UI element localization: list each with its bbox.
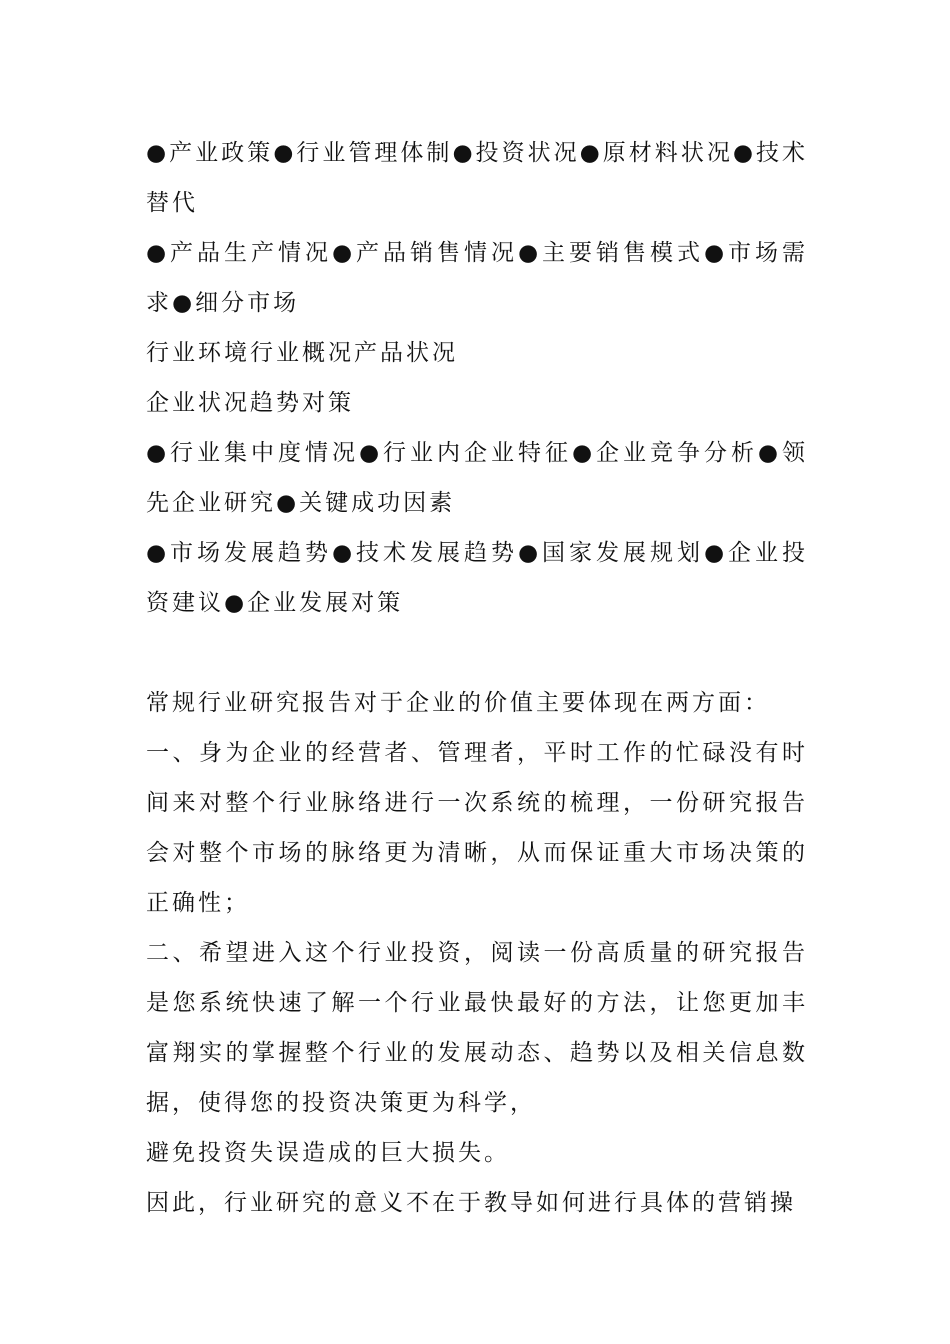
loss-avoidance-paragraph: 避免投资失误造成的巨大损失。 — [146, 1140, 510, 1166]
enterprise-topics-paragraph: ●行业集中度情况●行业内企业特征●企业竞争分析●领先企业研究●关键成功因素 — [146, 440, 808, 516]
value-point-two-paragraph: 二、希望进入这个行业投资，阅读一份高质量的研究报告是您系统快速了解一个行业最快最好的方法，让您更加丰富翔实的掌握整个行业的发展动态、趋势以及相关信息数据，使得您的投资决策更为科学， — [146, 940, 808, 1116]
product-topics-paragraph: ●产品生产情况●产品销售情况●主要销售模式●市场需求●细分市场 — [146, 240, 808, 316]
policy-topics-paragraph: ●产业政策●行业管理体制●投资状况●原材料状况●技术替代 — [146, 140, 808, 216]
section-headings-line-1: 行业环境行业概况产品状况 — [146, 340, 458, 366]
section-headings-line-2: 企业状况趋势对策 — [146, 390, 354, 416]
paragraph-gap — [146, 628, 808, 678]
value-point-one-paragraph: 一、身为企业的经营者、管理者，平时工作的忙碌没有时间来对整个行业脉络进行一次系统的梳理，一份研究报告会对整个市场的脉络更为清晰，从而保证重大市场决策的正确性； — [146, 740, 808, 916]
value-intro-paragraph: 常规行业研究报告对于企业的价值主要体现在两方面： — [146, 690, 770, 716]
document-body — [146, 128, 808, 1228]
conclusion-paragraph: 因此，行业研究的意义不在于教导如何进行具体的营销操 — [146, 1190, 796, 1216]
trend-topics-paragraph: ●市场发展趋势●技术发展趋势●国家发展规划●企业投资建议●企业发展对策 — [146, 540, 808, 616]
